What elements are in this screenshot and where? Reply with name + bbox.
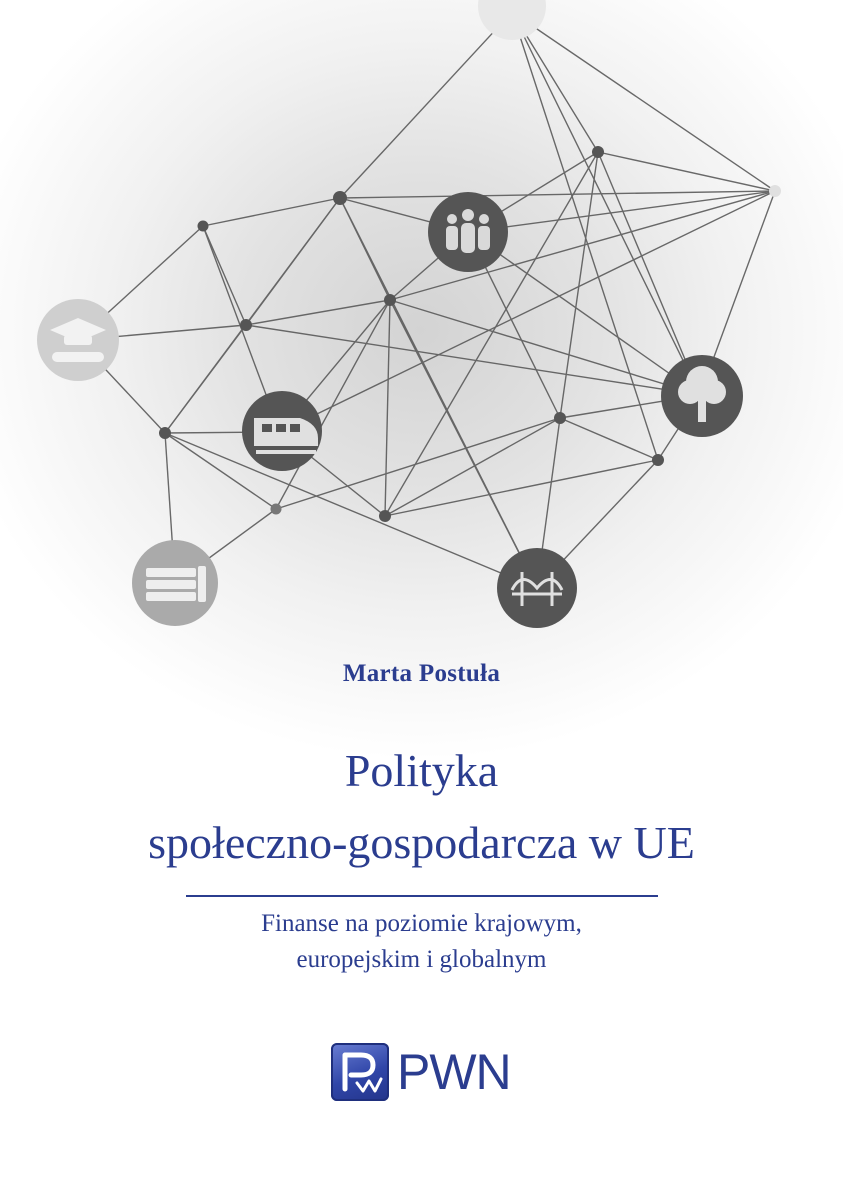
- book-subtitle: [0, 906, 843, 978]
- subtitle-line-2: europejskim i globalnym: [296, 946, 547, 973]
- people-icon: [428, 192, 508, 272]
- title-divider: [186, 895, 658, 897]
- publisher-logo-mark: [331, 1043, 389, 1101]
- top-node-circle: [478, 0, 546, 40]
- title-line-1: Polityka: [344, 745, 499, 796]
- publisher-name: PWN: [397, 1044, 511, 1100]
- money-stack-icon: [132, 540, 218, 626]
- author-name: Marta Postuła: [342, 660, 501, 687]
- title-line-2: społeczno-gospodarcza w UE: [148, 817, 695, 868]
- publisher-logo: [331, 1043, 511, 1101]
- tree-icon: [661, 355, 743, 437]
- book-title: [0, 735, 843, 879]
- bridge-icon: [497, 548, 577, 628]
- subtitle-line-1: Finanse na poziomie krajowym,: [261, 910, 582, 937]
- graduation-cap-icon: [37, 299, 119, 381]
- train-icon: [242, 391, 322, 471]
- network-lines: [78, 12, 775, 588]
